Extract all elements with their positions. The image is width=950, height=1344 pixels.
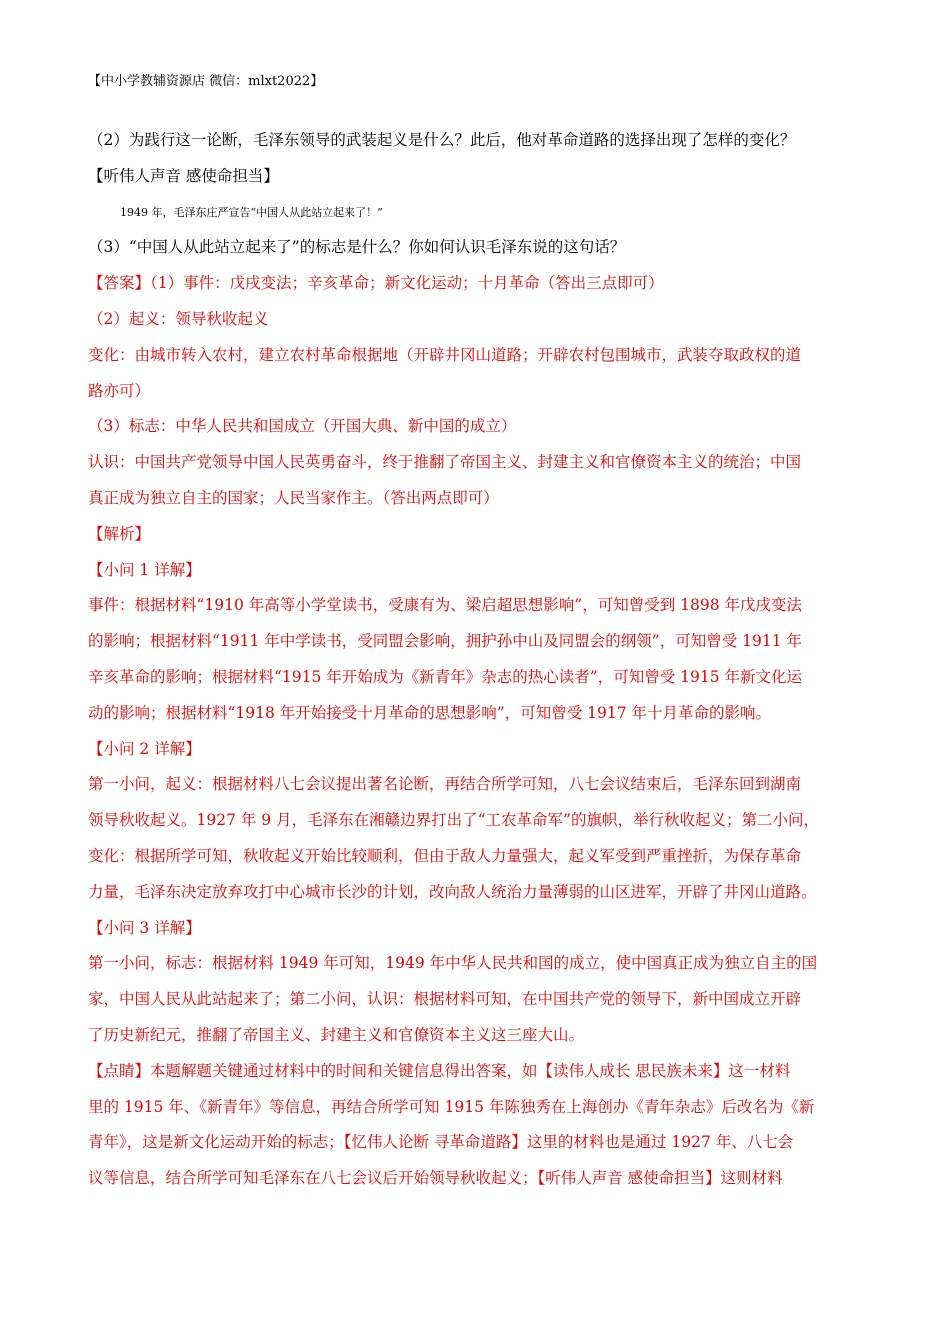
text-line: 【点睛】本题解题关键通过材料中的时间和关键信息得出答案，如【读伟人成长 思民族未来】这一材料	[88, 1061, 791, 1080]
text-line: 青年》，这是新文化运动开始的标志；【忆伟人论断 寻革命道路】这里的材料也是通过 1927 年、八七会	[88, 1133, 794, 1152]
text-line: 家，中国人民从此站起来了；第二小问，认识：根据材料可知，在中国共产党的领导下，新中国成立开辟	[88, 990, 802, 1009]
text-line: 辛亥革命的影响；根据材料“1915 年开始成为《新青年》杂志的热心读者”，可知曾受 1915 年新文化运	[88, 667, 803, 686]
text-line: 了历史新纪元，推翻了帝国主义、封建主义和官僚资本主义这三座大山。	[88, 1025, 585, 1044]
page-header: 【中小学教辅资源店 微信：mlxt2022】	[88, 74, 324, 89]
text-line: 【答案】（1）事件：戊戌变法；辛亥革命；新文化运动；十月革命（答出三点即可）	[88, 274, 664, 293]
text-line: 的影响；根据材料“1911 年中学读书，受同盟会影响，拥护孙中山及同盟会的纲领”，可知曾受 1911 年	[88, 632, 803, 651]
text-line: 变化：由城市转入农村，建立农村革命根据地（开辟井冈山道路；开辟农村包围城市，武装夺取政权的道	[88, 345, 802, 364]
text-line: 领导秋收起义。1927 年 9 月，毛泽东在湘赣边界打出了“工农革命军”的旗帜，举行秋收起义；第二小问，	[88, 811, 819, 830]
text-line: 【小问 3 详解】	[88, 918, 201, 937]
text-line: 1949 年，毛泽东庄严宣告“中国人从此站立起来了！”	[120, 205, 383, 219]
document-body	[88, 123, 868, 1197]
text-line: （3）标志：中华人民共和国成立（开国大典、新中国的成立）	[88, 417, 517, 436]
text-line: 【解析】	[88, 524, 151, 543]
text-line: （2）为践行这一论断，毛泽东领导的武装起义是什么？此后，他对革命道路的选择出现了怎样的变化？	[88, 131, 796, 149]
text-line: 路亦可）	[88, 381, 151, 400]
text-line: 力量，毛泽东决定放弃攻打中心城市长沙的计划，改向敌人统治力量薄弱的山区进军，开辟了井冈山道路。	[88, 882, 817, 901]
text-line: （2）起义：领导秋收起义	[88, 309, 269, 328]
text-line: 认识：中国共产党领导中国人民英勇奋斗，终于推翻了帝国主义、封建主义和官僚资本主义的统治；中国	[88, 453, 802, 472]
text-line: 里的 1915 年、《新青年》等信息，再结合所学可知 1915 年陈独秀在上海创办《青年杂志》后改名为《新	[88, 1097, 815, 1116]
text-line: 第一小问，起义：根据材料八七会议提出著名论断，再结合所学可知，八七会议结束后，毛泽东回到湖南	[88, 775, 802, 794]
text-line: 真正成为独立自主的国家；人民当家作主。（答出两点即可）	[88, 488, 499, 507]
text-line: 【小问 1 详解】	[88, 560, 201, 579]
text-line: 【听伟人声音 感使命担当】	[88, 166, 279, 185]
text-line: 事件：根据材料“1910 年高等小学堂读书，受康有为、梁启超思想影响”，可知曾受到 1898 年戊戌变法	[88, 596, 803, 615]
text-line: （3）“中国人从此站立起来了”的标志是什么？你如何认识毛泽东说的这句话？	[88, 238, 626, 257]
text-line: 第一小问，标志：根据材料 1949 年可知，1949 年中华人民共和国的成立，使中国真正成为独立自主的国	[88, 954, 818, 973]
text-line: 变化：根据所学可知，秋收起义开始比较顺利，但由于敌人力量强大，起义军受到严重挫折，为保存革命	[88, 846, 802, 865]
text-line: 【小问 2 详解】	[88, 739, 201, 758]
text-line: 议等信息，结合所学可知毛泽东在八七会议后开始领导秋收起义；【听伟人声音 感使命担当】这则材料	[88, 1169, 783, 1188]
text-line: 动的影响；根据材料“1918 年开始接受十月革命的思想影响”，可知曾受 1917 年十月革命的影响。	[88, 703, 772, 722]
